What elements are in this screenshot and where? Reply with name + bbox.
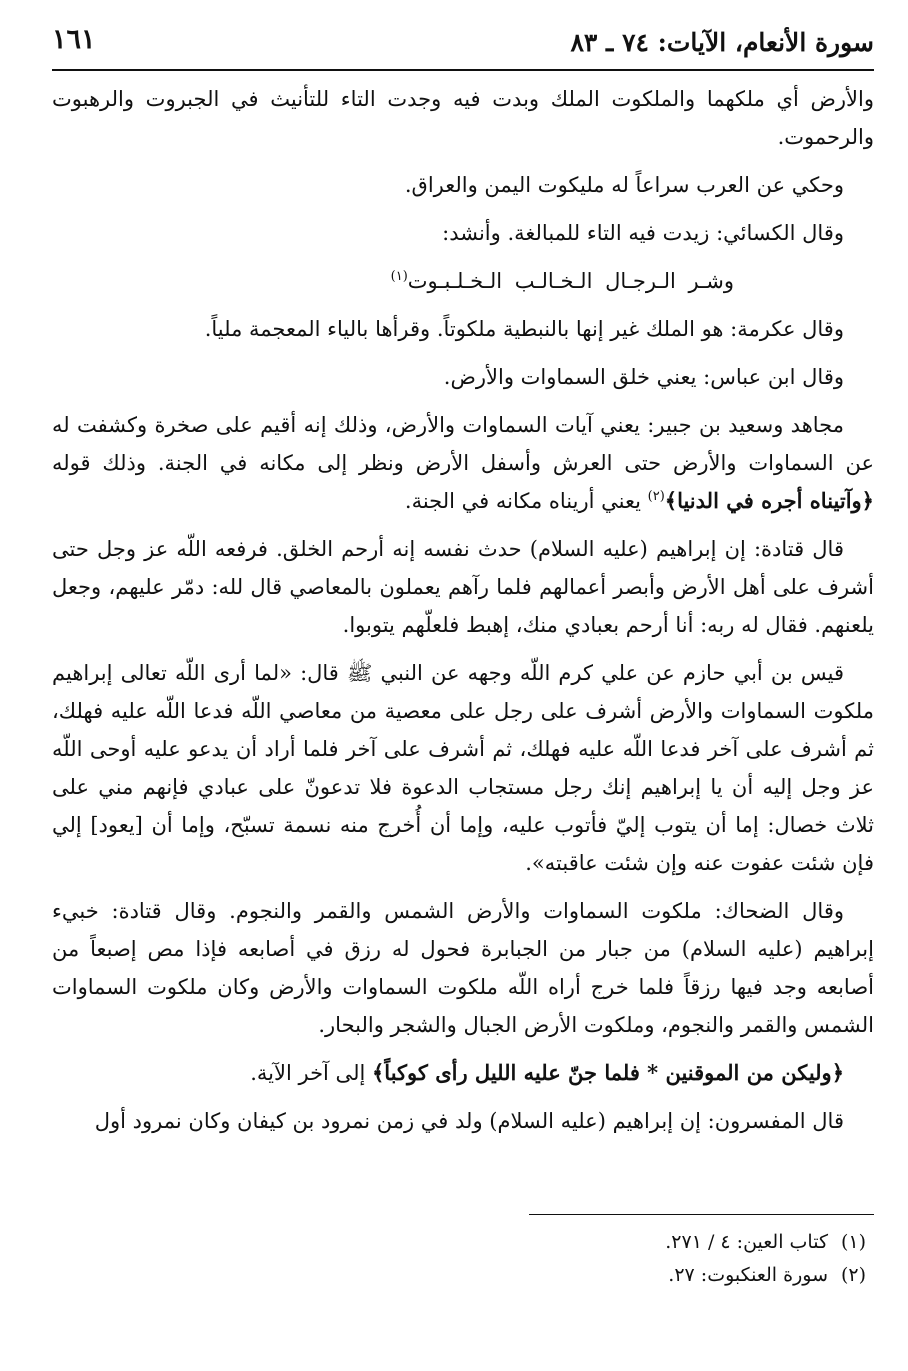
footnote-ref-2: (٢) xyxy=(647,489,665,504)
footnotes xyxy=(52,1226,866,1292)
quran-quote-1: ﴿وآتيناه أجره في الدنيا﴾ xyxy=(664,488,874,513)
footnote-ref-1: (١) xyxy=(390,269,408,284)
footnote-divider xyxy=(529,1214,874,1215)
paragraph-1: والأرض أي ملكهما والملكوت الملك وبدت فيه وجدت التاء للتأنيث في الجبروت والرهبوت والرحموت. xyxy=(52,87,874,149)
paragraph-5: وقال ابن عباس: يعني خلق السماوات والأرض. xyxy=(443,365,844,389)
paragraph-10 xyxy=(52,1054,874,1092)
paragraph-4: وقال عكرمة: هو الملك غير إنها بالنبطية ملكوتاً. وقرأها بالياء المعجمة ملياً. xyxy=(204,317,844,341)
paragraph-3: وقال الكسائي: زيدت فيه التاء للمبالغة. وأنشد: xyxy=(442,221,844,245)
paragraph-6-text: مجاهد وسعيد بن جبير: يعني آيات السماوات والأرض، وذلك إنه أقيم على صخرة وكشفت له عن السماوات والأرض حتى العرش وأسفل الأرض ونظر إلى مكانه في الجنة. وذلك قوله xyxy=(52,413,874,475)
paragraph-9: وقال الضحاك: ملكوت السماوات والأرض الشمس والقمر والنجوم. وقال قتادة: خبيء إبراهيم (عليه السلام) من جبار من الجبابرة فحول له رزق في أصابعه فإذا مص إصبعاً من أصابعه وجد فيها رزقاً فلما خرج أراه اللّه ملكوت السماوات والأرض وكان ملكوت السماوات الشمس والقمر والنجوم، وملكوت الأرض الجبال والشجر والبحار. xyxy=(52,899,874,1037)
paragraph-2: وحكي عن العرب سراعاً له مليكوت اليمن والعراق. xyxy=(404,173,844,197)
verse-text: وشـر الـرجـال الـخـالـب الـخـلـبـوت xyxy=(407,269,734,293)
paragraph-10-end: إلى آخر الآية. xyxy=(250,1061,366,1085)
poetry-verse xyxy=(52,262,734,300)
header-divider xyxy=(52,69,874,71)
paragraph-7: قال قتادة: إن إبراهيم (عليه السلام) حدث نفسه إنه أرحم الخلق. فرفعه اللّه عز وجل حتى أشرف على أهل الأرض وأبصر أعمالهم فلما رآهم يعملون بالمعاصي قال لله: دمّر عليهم، وجعل يلعنهم. فقال له ربه: أنا أرحم بعبادي منك، إهبط فلعلّهم يتوبوا. xyxy=(52,537,874,637)
main-text xyxy=(52,80,874,1150)
paragraph-11: قال المفسرون: إن إبراهيم (عليه السلام) ولد في زمن نمرود بن كيفان وكان نمرود أول xyxy=(94,1109,844,1133)
page-number: ١٦١ xyxy=(52,24,96,55)
footnote-1 xyxy=(52,1226,866,1259)
quran-quote-2: ﴿وليكن من الموقنين * فلما جنّ عليه الليل رأى كوكباً﴾ xyxy=(372,1060,844,1085)
paragraph-6-end: يعني أريناه مكانه في الجنة. xyxy=(404,489,641,513)
paragraph-8: قيس بن أبي حازم عن علي كرم اللّه وجهه عن النبي ﷺ قال: «لما أرى اللّه تعالى إبراهيم ملكوت السماوات والأرض أشرف على رجل على معصية من معاصي اللّه فدعا اللّه عليه فهلك، ثم أشرف على آخر فدعا اللّه عليه فهلك، ثم أشرف على آخر فلما أراد أن يدعو عليه أوحى اللّه عز وجل إليه أن يا إبراهيم إنك رجل مستجاب الدعوة فلا تدعونّ على عبادي فإنهم مني على ثلاث خصال: إما أن يتوب إليّ فأتوب عليه، وإما أن أُخرج منه نسمة تسبّح، وإما أن [يعود] إلي فإن شئت عفوت عنه وإن شئت عاقبته». xyxy=(52,661,874,875)
paragraph-6 xyxy=(52,406,874,520)
footnote-number: (٢) xyxy=(840,1264,866,1286)
footnote-number: (١) xyxy=(840,1231,866,1253)
page-header xyxy=(52,14,874,70)
footnote-text: سورة العنكبوت: ٢٧. xyxy=(668,1264,828,1286)
footnote-text: كتاب العين: ٤ / ٢٧١. xyxy=(665,1231,828,1253)
running-title: سورة الأنعام، الآيات: ٧٤ ـ ٨٣ xyxy=(570,28,874,57)
footnote-2 xyxy=(52,1259,866,1292)
